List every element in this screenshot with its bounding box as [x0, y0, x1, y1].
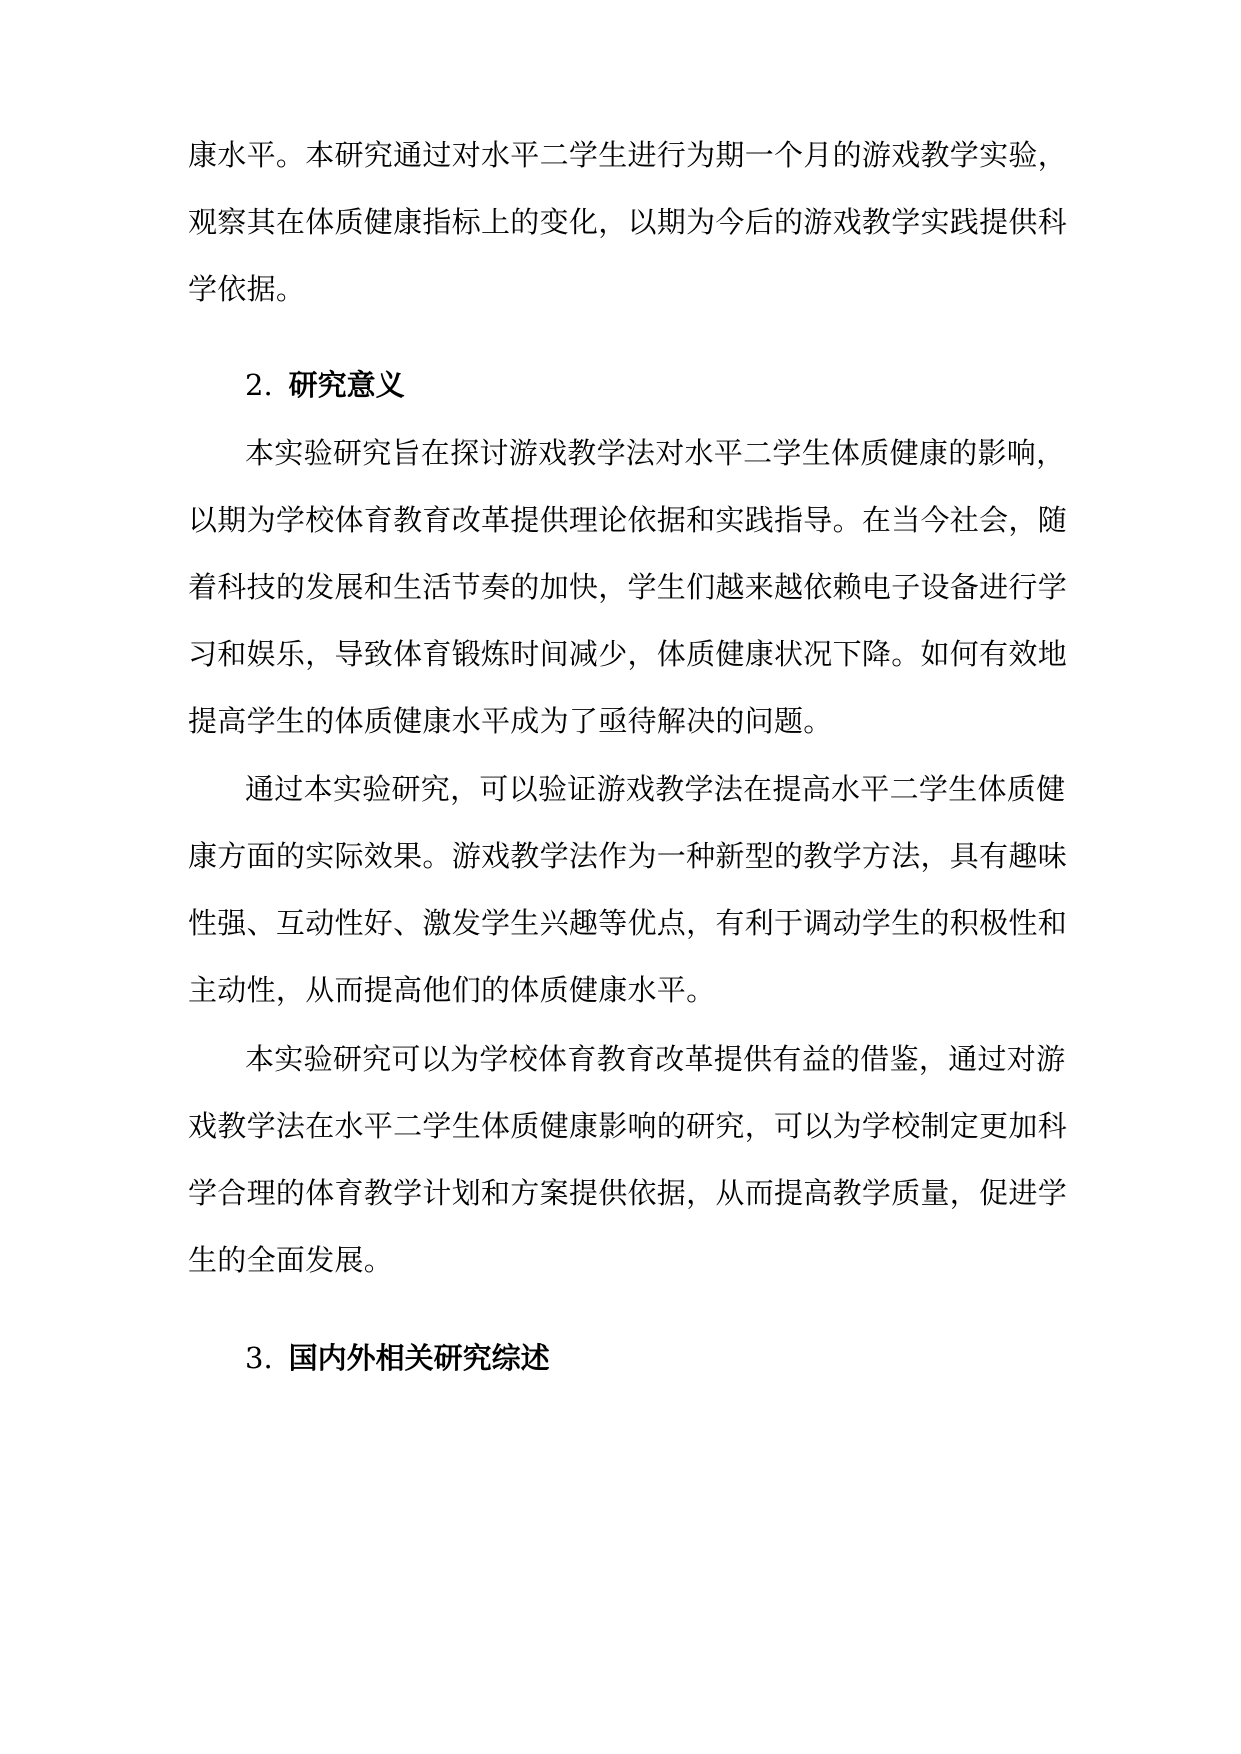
paragraph-line: 戏教学法在水平二学生体质健康影响的研究，可以为学校制定更加科 — [188, 1109, 1068, 1143]
section-number: 2. — [245, 368, 273, 402]
paragraph-line: 观察其在体质健康指标上的变化，以期为今后的游戏教学实践提供科 — [188, 205, 1068, 239]
paragraph-line: 提高学生的体质健康水平成为了亟待解决的问题。 — [188, 704, 833, 738]
paragraph-line: 习和娱乐，导致体育锻炼时间减少，体质健康状况下降。如何有效地 — [188, 637, 1068, 671]
paragraph-line: 学合理的体育教学计划和方案提供依据，从而提高教学质量，促进学 — [188, 1176, 1068, 1210]
section-number: 3. — [245, 1341, 273, 1375]
paragraph-line: 生的全面发展。 — [188, 1243, 394, 1277]
paragraph-line: 康方面的实际效果。游戏教学法作为一种新型的教学方法，具有趣味 — [188, 839, 1068, 873]
paragraph-line: 本实验研究可以为学校体育教育改革提供有益的借鉴，通过对游 — [245, 1042, 1066, 1076]
section-heading-2 — [245, 367, 405, 403]
paragraph-line: 学依据。 — [188, 272, 306, 306]
paragraph-line: 以期为学校体育教育改革提供理论依据和实践指导。在当今社会，随 — [188, 503, 1068, 537]
paragraph-line: 通过本实验研究，可以验证游戏教学法在提高水平二学生体质健 — [245, 772, 1066, 806]
section-title: 研究意义 — [288, 368, 405, 402]
paragraph-line: 着科技的发展和生活节奏的加快，学生们越来越依赖电子设备进行学 — [188, 570, 1068, 604]
section-heading-3 — [245, 1340, 550, 1376]
paragraph-line: 本实验研究旨在探讨游戏教学法对水平二学生体质健康的影响， — [245, 436, 1066, 470]
section-title: 国内外相关研究综述 — [288, 1341, 550, 1375]
paragraph-line: 康水平。本研究通过对水平二学生进行为期一个月的游戏教学实验， — [188, 138, 1068, 172]
paragraph-line: 主动性，从而提高他们的体质健康水平。 — [188, 973, 716, 1007]
paragraph-line: 性强、互动性好、激发学生兴趣等优点，有利于调动学生的积极性和 — [188, 906, 1068, 940]
